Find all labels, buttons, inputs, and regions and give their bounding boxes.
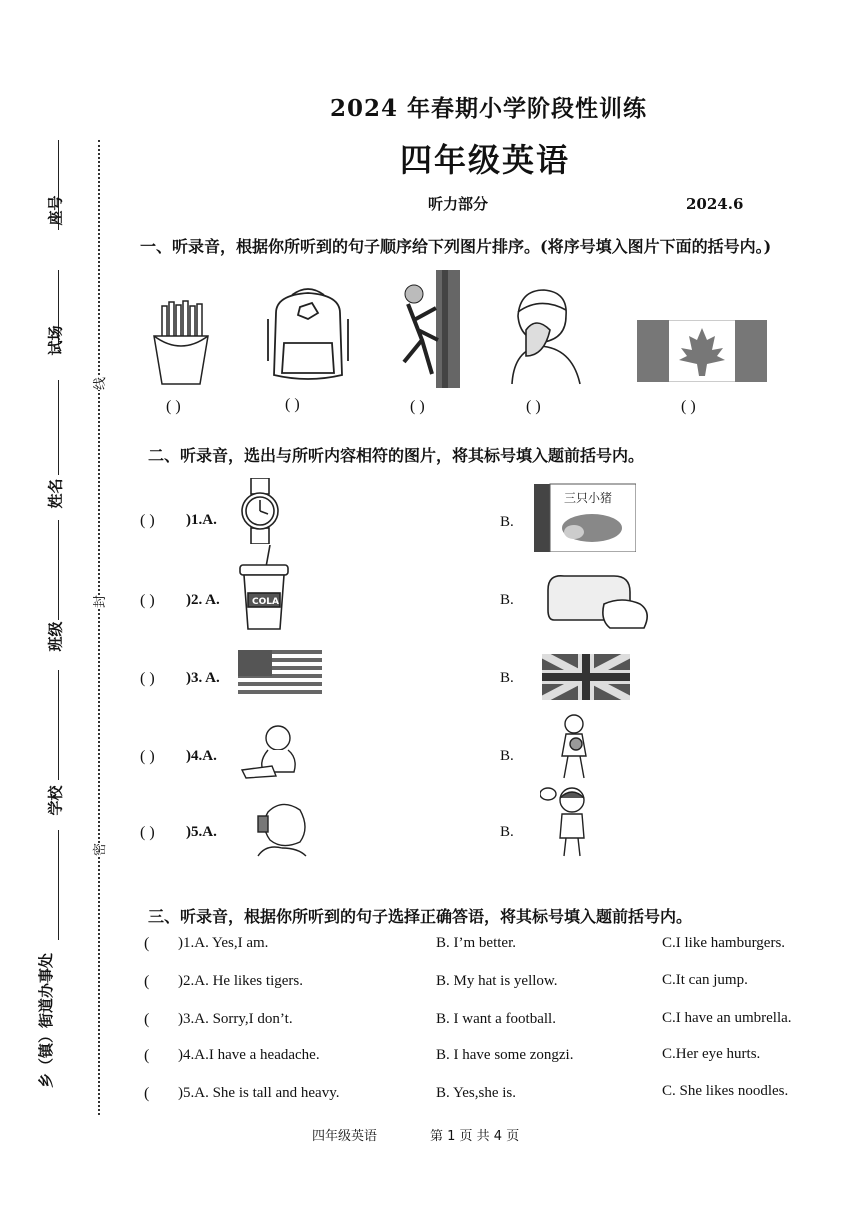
- s3-q5-b: B. Yes,she is.: [436, 1085, 517, 1101]
- name-underline: [58, 380, 59, 475]
- section3-instruction: 三、听录音，根据你所听到的句子选择正确答语，将其标号填入题前括号内。: [148, 907, 693, 926]
- s3-q3-a: )3.A. Sorry,I don’t.: [178, 1011, 293, 1027]
- french-fries-icon: [150, 300, 212, 386]
- footer-page: 第 1 页 共 4 页: [430, 1129, 520, 1144]
- name-label: 姓名: [46, 478, 65, 509]
- binding-dotted-line: [98, 140, 100, 1115]
- s3-q2-paren[interactable]: (: [144, 973, 150, 990]
- s2-q4-b: B.: [500, 748, 514, 764]
- s1-blank-4[interactable]: ( ): [526, 398, 541, 415]
- s2-q2-b: B.: [500, 592, 514, 608]
- book-title: 三只小猪: [564, 491, 613, 505]
- s1-blank-3[interactable]: ( ): [410, 398, 425, 415]
- s2-q1-b: B.: [500, 514, 514, 530]
- cola-cup-icon: [236, 545, 292, 631]
- section1-instruction: 一、听录音，根据你所听到的句子顺序给下列图片排序。(将序号填入图片下面的括号内。): [140, 237, 772, 256]
- s3-q2-a: )2.A. He likes tigers.: [178, 973, 303, 989]
- s2-q1-paren[interactable]: ( ): [140, 512, 155, 529]
- s2-q2-label: )2. A.: [186, 592, 220, 608]
- uk-flag-icon: [542, 654, 630, 700]
- s3-q5-a: )5.A. She is tall and heavy.: [178, 1085, 340, 1101]
- s2-q2-paren[interactable]: ( ): [140, 592, 155, 609]
- s2-q4-paren[interactable]: ( ): [140, 748, 155, 765]
- s2-q5-label: )5.A.: [186, 824, 217, 840]
- exam-date: 2024.6: [686, 195, 744, 213]
- s1-blank-1[interactable]: ( ): [166, 398, 181, 415]
- part-label: 听力部分: [428, 195, 489, 213]
- girl-reading-icon: [238, 722, 304, 780]
- book-icon: [534, 480, 636, 552]
- cola-text: COLA: [252, 597, 279, 607]
- boy-talking-icon: [540, 784, 596, 858]
- school-underline: [58, 670, 59, 780]
- s3-q4-paren[interactable]: (: [144, 1047, 150, 1064]
- footer-subject: 四年级英语: [312, 1129, 378, 1144]
- s2-q5-paren[interactable]: ( ): [140, 824, 155, 841]
- s3-q1-b: B. I’m better.: [436, 935, 516, 951]
- section2-instruction: 二、听录音，选出与所听内容相符的图片，将其标号填入题前括号内。: [148, 446, 645, 465]
- secret-char: 密: [87, 843, 110, 856]
- class-label: 班级: [46, 621, 65, 652]
- class-underline: [58, 520, 59, 620]
- town-underline: [58, 830, 59, 940]
- s3-q1-c: C.I like hamburgers.: [662, 935, 786, 951]
- s2-q3-paren[interactable]: ( ): [140, 670, 155, 687]
- s3-q1-paren[interactable]: (: [144, 935, 150, 952]
- s2-q3-label: )3. A.: [186, 670, 220, 686]
- s3-q2-b: B. My hat is yellow.: [436, 973, 558, 989]
- backpack-icon: [262, 283, 354, 385]
- seal-char: 封: [87, 595, 110, 608]
- s3-q3-b: B. I want a football.: [436, 1011, 556, 1027]
- s2-q5-b: B.: [500, 824, 514, 840]
- s3-q1-a: )1.A. Yes,I am.: [178, 935, 269, 951]
- seat-label: 座号: [46, 195, 65, 226]
- school-label: 学校: [46, 785, 65, 816]
- s1-blank-5[interactable]: ( ): [681, 398, 696, 415]
- exam-title: 2024 年春期小学阶段性训练: [330, 95, 648, 122]
- town-label: 乡（镇）街道办事处: [37, 952, 56, 1089]
- exam-subtitle: 四年级英语: [400, 141, 571, 179]
- exam-room-label: 试场: [46, 325, 65, 356]
- bread-icon: [544, 570, 654, 632]
- s3-q3-c: C.I have an umbrella.: [662, 1010, 792, 1026]
- girl-headache-icon: [252, 798, 312, 858]
- s3-q4-c: C.Her eye hurts.: [662, 1046, 761, 1062]
- boy-crying-icon: [500, 286, 584, 386]
- watch-icon: [238, 478, 282, 544]
- boy-climbing-tree-icon: [392, 270, 462, 388]
- usa-flag-icon: [238, 650, 322, 700]
- s2-q1-label: )1.A.: [186, 512, 217, 528]
- s3-q4-b: B. I have some zongzi.: [436, 1047, 574, 1063]
- line-char: 线: [87, 377, 110, 390]
- s3-q5-paren[interactable]: (: [144, 1085, 150, 1102]
- s3-q4-a: )4.A.I have a headache.: [178, 1047, 320, 1063]
- s3-q2-c: C.It can jump.: [662, 972, 748, 988]
- girl-with-bear-icon: [556, 712, 596, 782]
- s1-blank-2[interactable]: ( ): [285, 396, 300, 413]
- s3-q5-c: C. She likes noodles.: [662, 1083, 789, 1099]
- s3-q3-paren[interactable]: (: [144, 1011, 150, 1028]
- s2-q3-b: B.: [500, 670, 514, 686]
- canada-flag-icon: [637, 320, 767, 382]
- s2-q4-label: )4.A.: [186, 748, 217, 764]
